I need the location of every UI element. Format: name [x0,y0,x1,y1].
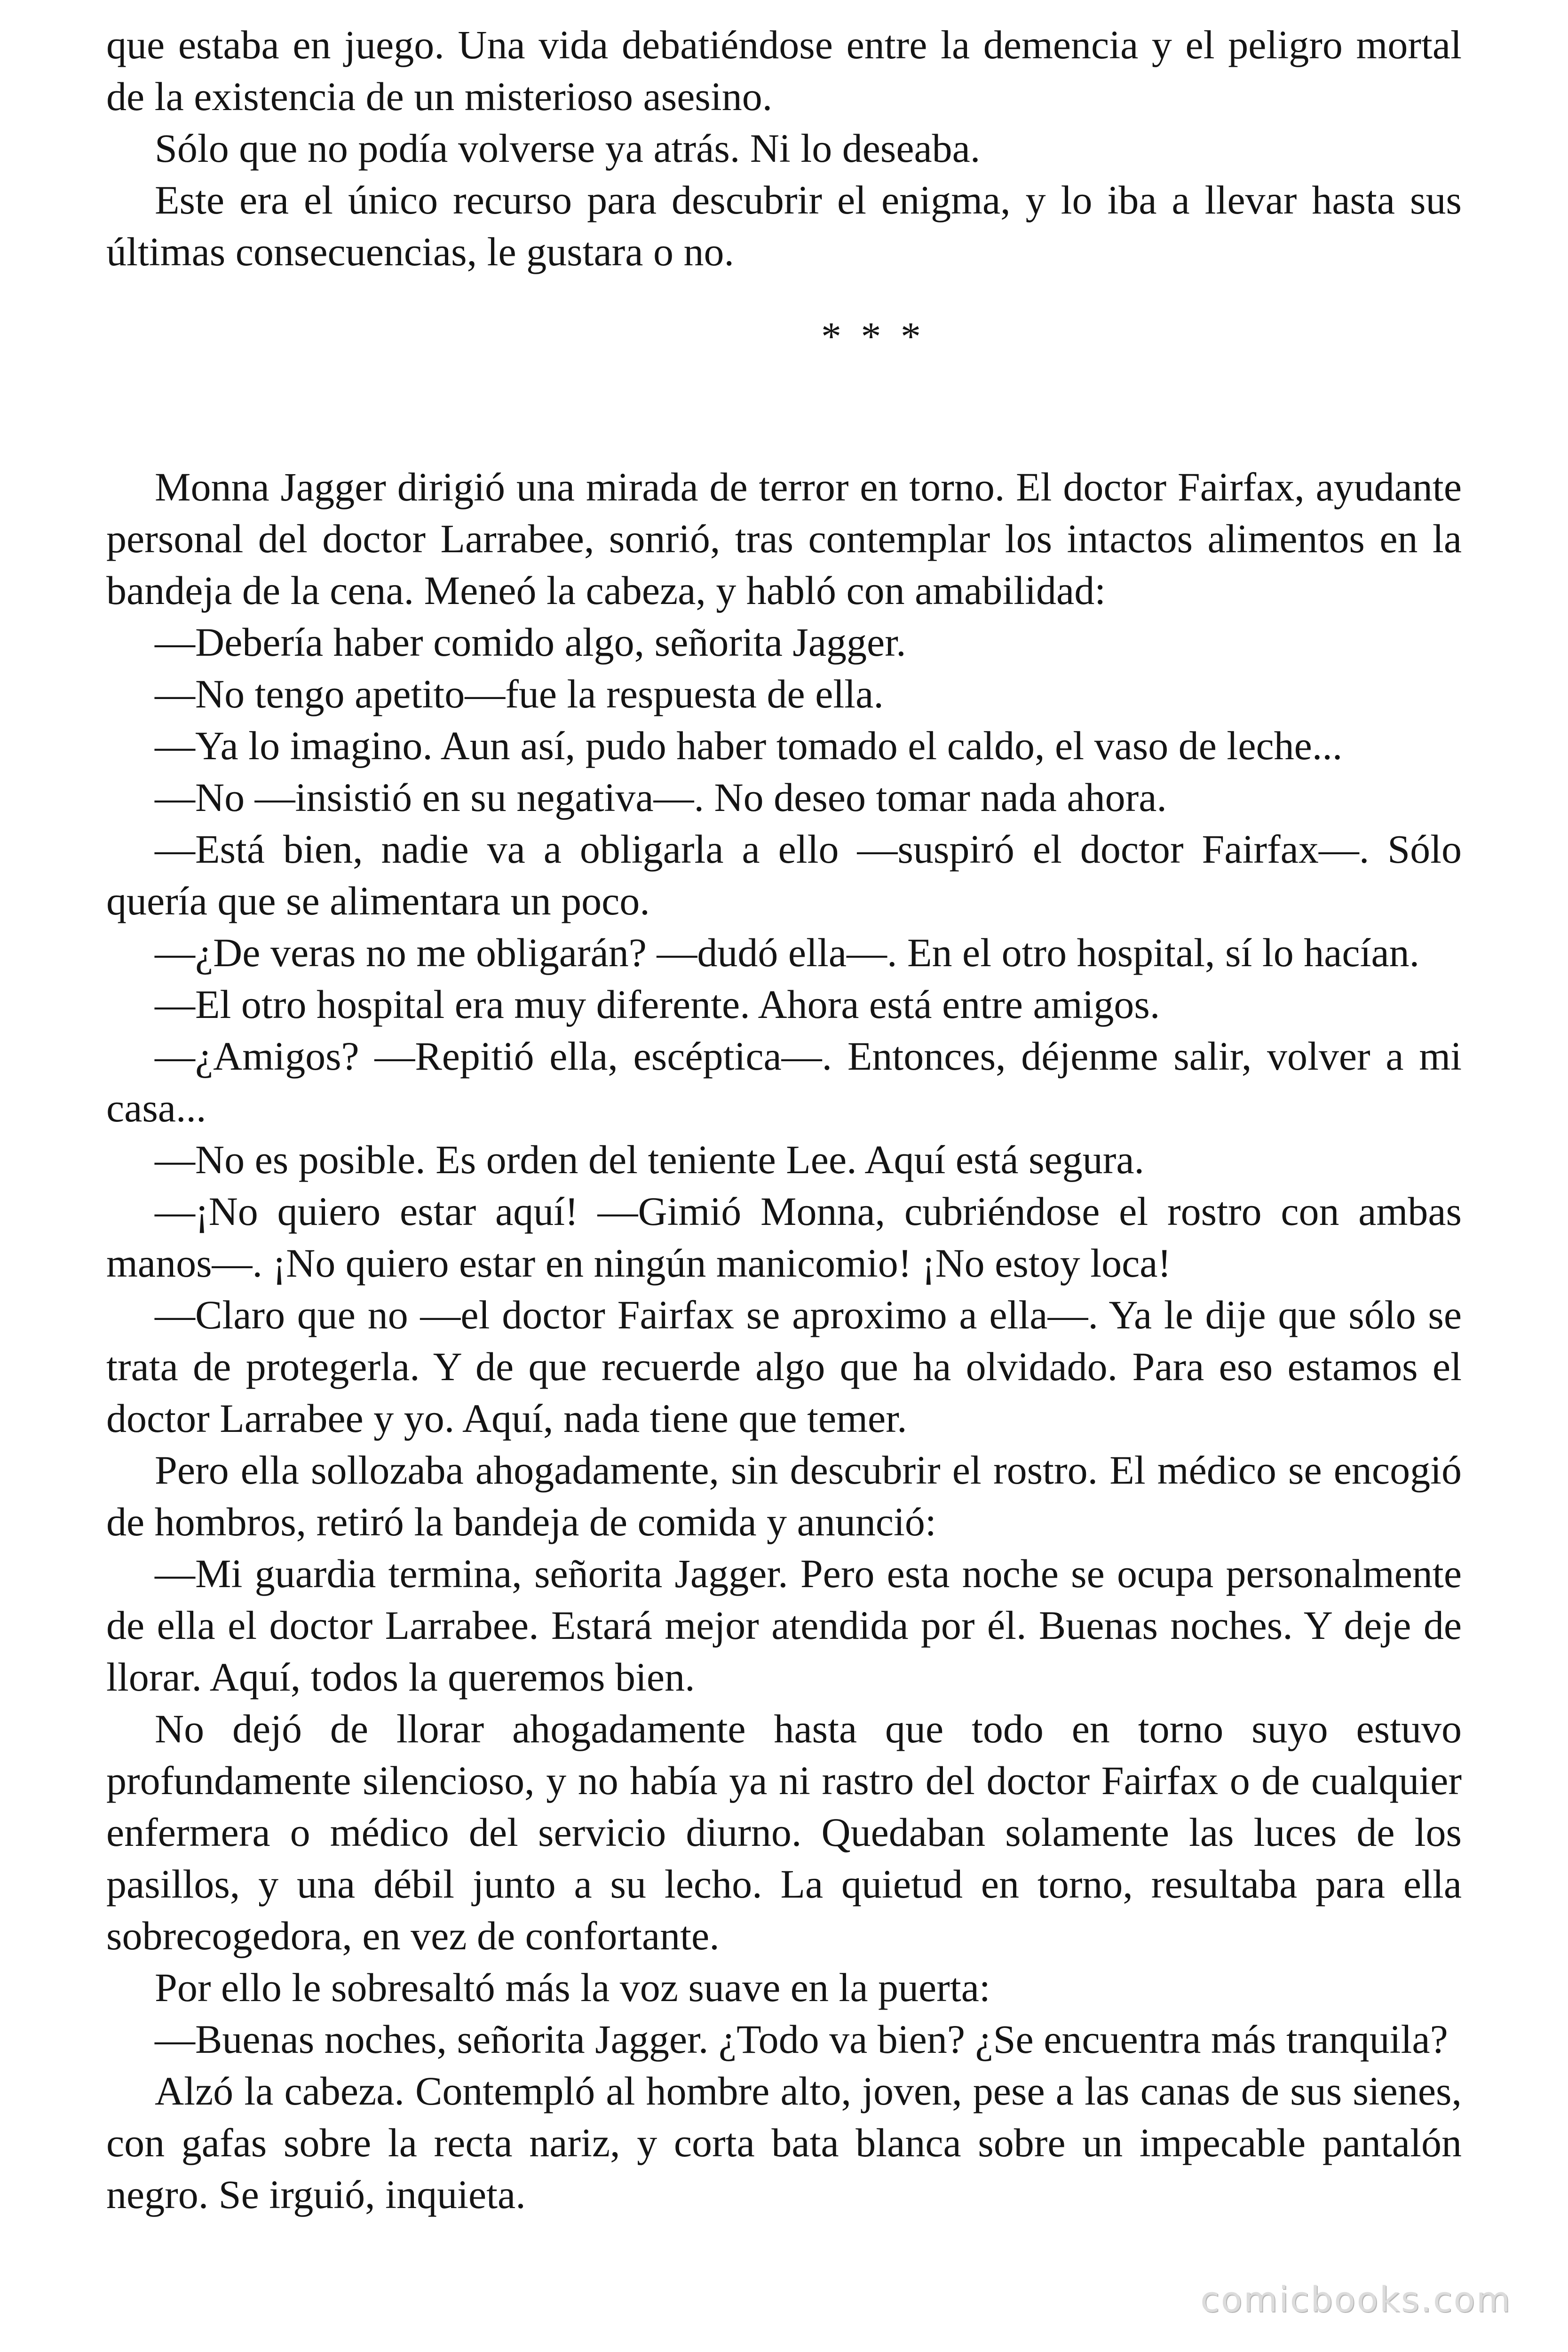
paragraph: Sólo que no podía volverse ya atrás. Ni lo deseaba. [155,126,981,171]
paragraph: Alzó la cabeza. Contempló al hombre alto, joven, pese a las canas de sus sienes, con gafas sobre la recta nariz, y corta bata blanca sobre un impecable pantalón negro. Se irguió, inquieta. [106,2068,1462,2217]
paragraph: que estaba en juego. Una vida debatiéndose entre la demencia y el peligro mortal de la existencia de un misterioso asesino. [106,22,1462,119]
dialogue-line: —El otro hospital era muy diferente. Ahora está entre amigos. [155,982,1160,1027]
dialogue-line: —No tengo apetito—fue la respuesta de ella. [155,671,884,716]
dialogue-line: —¿De veras no me obligarán? —dudó ella—. En el otro hospital, sí lo hacían. [155,930,1420,975]
paragraph: Este era el único recurso para descubrir el enigma, y lo iba a llevar hasta sus últimas consecuencias, le gustara o no. [106,177,1462,274]
dialogue-line: —Claro que no —el doctor Fairfax se aproximo a ella—. Ya le dije que sólo se trata de protegerla. Y de que recuerde algo que ha olvidado. Para eso estamos el doctor Larrabee y yo. Aquí, nada tiene que temer. [106,1292,1462,1441]
dialogue-line: —Buenas noches, señorita Jagger. ¿Todo va bien? ¿Se encuentra más tranquila? [155,2017,1448,2062]
section-separator: * * * [821,314,926,359]
dialogue-line: —No —insistió en su negativa—. No deseo tomar nada ahora. [155,775,1167,820]
dialogue-line: —Está bien, nadie va a obligarla a ello —suspiró el doctor Fairfax—. Sólo quería que se alimentara un poco. [106,826,1462,923]
dialogue-line: —Debería haber comido algo, señorita Jagger. [155,620,906,665]
dialogue-line: —Ya lo imagino. Aun así, pudo haber tomado el caldo, el vaso de leche... [155,723,1343,768]
paragraph: Pero ella sollozaba ahogadamente, sin descubrir el rostro. El médico se encogió de hombros, retiró la bandeja de comida y anunció: [106,1447,1462,1544]
dialogue-line: —¡No quiero estar aquí! —Gimió Monna, cubriéndose el rostro con ambas manos—. ¡No quiero estar en ningún manicomio! ¡No estoy loca! [106,1189,1462,1286]
watermark-text: comicbooks.com [1200,2280,1512,2320]
page-body [106,19,1462,2220]
paragraph: Monna Jagger dirigió una mirada de terror en torno. El doctor Fairfax, ayudante personal del doctor Larrabee, sonrió, tras contemplar los intactos alimentos en la bandeja de la cena. Meneó la cabeza, y habló con amabilidad: [106,464,1462,613]
dialogue-line: —¿Amigos? —Repitió ella, escéptica—. Entonces, déjenme salir, volver a mi casa... [106,1033,1462,1130]
paragraph: No dejó de llorar ahogadamente hasta que todo en torno suyo estuvo profundamente silencioso, y no había ya ni rastro del doctor Fairfax o de cualquier enfermera o médico del servicio diurno. Quedaban solamente las luces de los pasillos, y una débil junto a su lecho. La quietud en torno, resultaba para ella sobrecogedora, en vez de confortante. [106,1706,1462,1958]
paragraph: Por ello le sobresaltó más la voz suave en la puerta: [155,1965,990,2010]
dialogue-line: —Mi guardia termina, señorita Jagger. Pero esta noche se ocupa personalmente de ella el doctor Larrabee. Estará mejor atendida por él. Buenas noches. Y deje de llorar. Aquí, todos la queremos bien. [106,1551,1462,1700]
dialogue-line: —No es posible. Es orden del teniente Lee. Aquí está segura. [155,1137,1145,1182]
